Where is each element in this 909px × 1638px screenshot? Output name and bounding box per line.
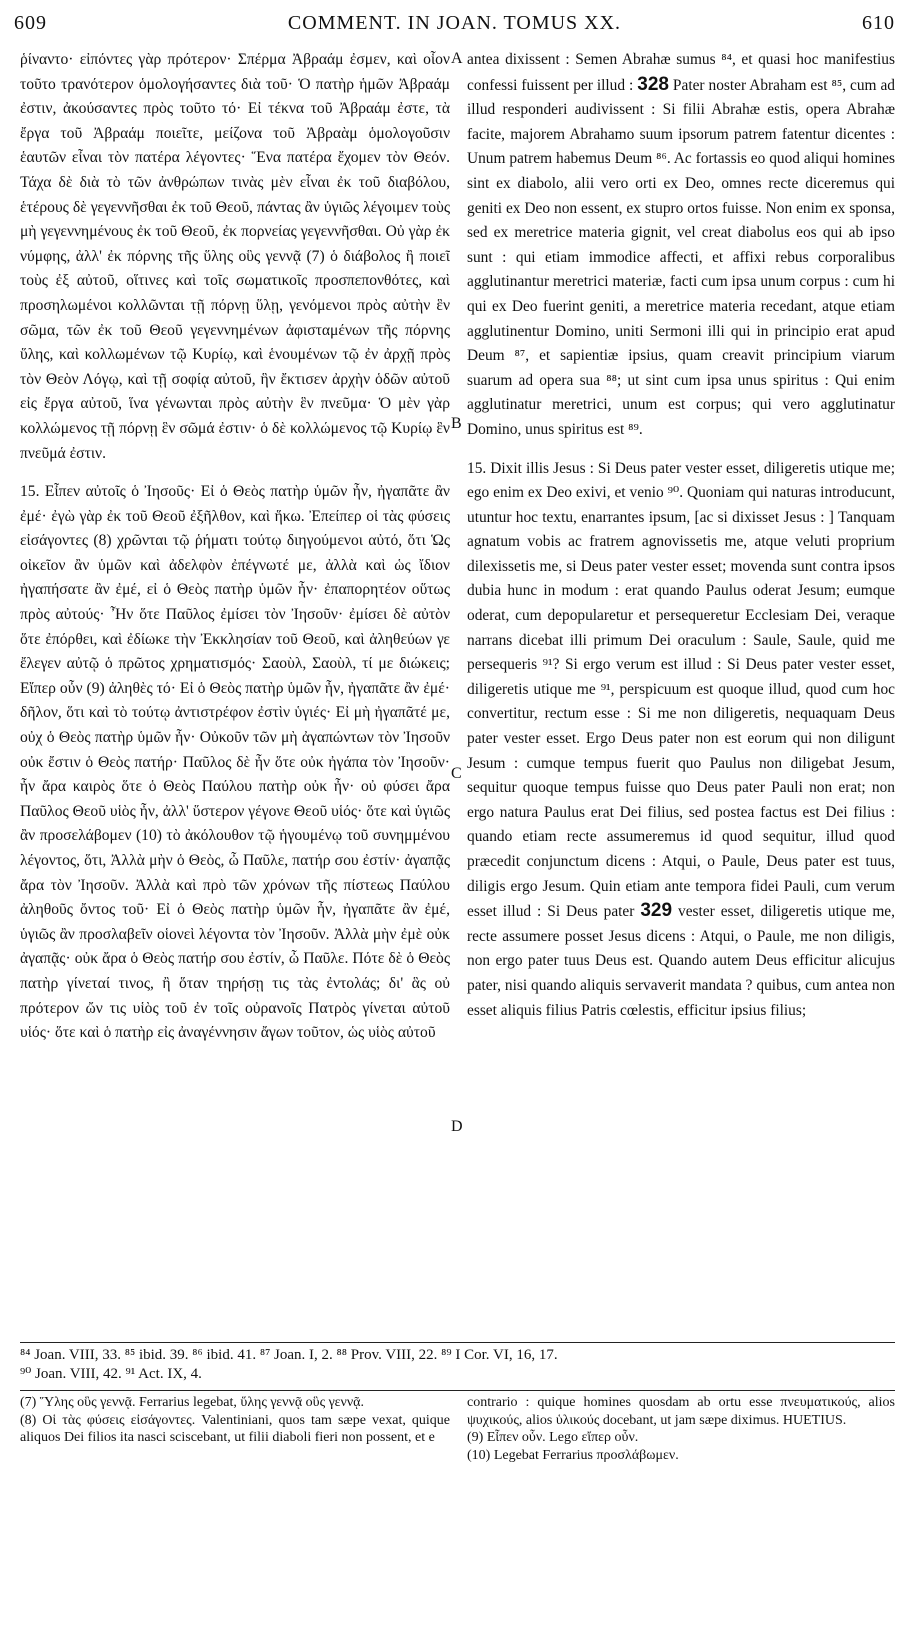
latin-paragraph-2 [467,457,895,1024]
margin-letter-b: B [451,415,462,432]
margin-letter-a: A [451,50,463,67]
latin-paragraph-1-start: antea dixissent : Semen Abrahæ sumus ⁸⁴, et quasi hoc manifestius confessi fuissent per illud : [467,51,895,94]
greek-paragraph-1: ῥίναντο· εἰπόντες γὰρ πρότερον· Σπέρμα Ἀβραάμ ἐσμεν, καὶ οἷον τοῦτο τρανότερον ὁμολογήσαντες διὰ τοῦ· Ὁ πατὴρ ἡμῶν Ἀβραάμ ἐστιν, ἀκούσαντες πρὸς τοῦτο τό· Εἰ τέκνα τοῦ Ἀβραάμ ἐστε, τὰ ἔργα τοῦ Ἀβραάμ ποιεῖτε, μείζονα τοῦ Ἀβραὰμ ὁμολογοῦσιν ἑαυτῶν εἶναι τὸν πατέρα λέγοντες· Ἕνα πατέρα ἔχομεν τὸν Θεόν. Τάχα δὲ διὰ τὸ τῶν ἀνθρώπων τινὰς μὲν εἶναι ἐκ τοῦ διαβόλου, ἑτέρους δὲ γεγεννῆσθαι ἐκ τοῦ Θεοῦ, πάντας ἂν ὑγιῶς λέγοιμεν τοὺς μὴ γεγεννημένους ἐκ τοῦ Θεοῦ, ἐκ πορνείας γεγεννῆσθαι. Οὐ γὰρ ἐκ νύμφης, ἀλλ' ἐκ πόρνης τῆς ὕλης οὓς γεννᾷ (7) ὁ διάβολος ἢ ποιεῖ τοὺς ἐξ αὐτοῦ, οἵτινες καὶ τοῖς σωματικοῖς προσπεπονθότες, καὶ προσηλωμένοι κολλῶνται τῇ πόρνῃ ὕλῃ, γενόμενοι πρὸς αὐτὴν ἓν σῶμα, τῶν ἐκ τοῦ Θεοῦ γεγεννημένων ἀφισταμένων τῆς πόρνης ὕλης, καὶ κολλωμένων τῷ Κυρίῳ, καὶ ἑνουμένων τῷ ἐν ἀρχῇ πρὸς τὸν Θεὸν Λόγῳ, καὶ τῇ σοφίᾳ αὐτοῦ, ἣν ἔκτισεν ἀρχὴν ὁδῶν αὐτοῦ εἰς ἔργα αὐτοῦ, ἵνα γένωνται πρὸς αὐτὴν ἓν πνεῦμα· Ὁ μὲν γὰρ κολλώμενος τῇ πόρνῃ ἓν σῶμά ἐστιν· ὁ δὲ κολλώμενος τῷ Κυρίῳ ἓν πνεῦμά ἐστιν. [20,51,450,462]
note-8: (8) Οἱ τὰς φύσεις εἰσάγοντες. Valentiniani, quos tam sæpe vexat, quique aliquos Dei filios ita nasci sciscebant, ut filii diaboli fieri non possent, et e [20,1412,450,1445]
note-9: (9) Εἶπεν οὖν. Lego εἴπερ οὖν. [467,1430,639,1445]
latin-paragraph-2-rest: vester esset, diligeretis utique me, recte assumere posset Jesus dicens : Atqui, o Paule, me non diligis, non ergo pater tuus Deus est. Quando autem Deus efficitur alicujus pater, nisi quando aliquis servaverit mandata ? quibus, cum antea non esset aliquis filius Patris cœlestis, efficitur ipsius filius; [467,903,895,1019]
greek-paragraph-2: 15. Εἶπεν αὐτοῖς ὁ Ἰησοῦς· Εἰ ὁ Θεὸς πατὴρ ὑμῶν ἦν, ἠγαπᾶτε ἂν ἐμέ· ἐγὼ γὰρ ἐκ τοῦ Θεοῦ ἐξῆλθον, καὶ ἥκω. Ἐπείπερ οἱ τὰς φύσεις εἰσάγοντες (8) χρῶνται τῷ ῥήματι τούτῳ διηγούμενοι αὐτό, ὅτι Ὡς οἰκεῖον ἂν ὑμῶν καὶ ἀδελφὸν ἐπέγνωτέ με, ἀλλὰ καὶ ὡς ἴδιον ἠγαπήσατε ἂν ἐμέ, εἰ ὁ Θεὸς πατὴρ ὑμῶν ἦν· ἐπαπορητέον οὕτως πρὸς αὐτούς· Ἦν ὅτε Παῦλος ἐμίσει τὸν Ἰησοῦν· ἐμίσει δὲ αὐτὸν ὅτε ἐπόρθει, καὶ ἐδίωκε τὴν Ἐκκλησίαν τοῦ Θεοῦ, καὶ ἀληθεύων γε ἔλεγεν αὐτῷ ὁ πρῶτος χρηματισμός· Σαοὺλ, Σαοὺλ, τί με διώκεις; Εἴπερ οὖν (9) ἀληθὲς τό· Εἰ ὁ Θεὸς πατὴρ ὑμῶν ἦν, ἠγαπᾶτε ἂν ἐμέ· δῆλον, ὅτι καὶ τὸ τούτῳ ἀντιστρέφον ἐστὶν ὑγιές· Εἰ μὴ ἠγαπᾶτέ με, οὐχ ὁ Θεὸς πατὴρ ὑμῶν ἦν· Οὐκοῦν τῶν μὴ ἀγαπώντων τὸν Ἰησοῦν οὐκ ἔστιν ὁ Θεὸς πατήρ· Παῦλος δὲ ἦν ὅτε οὐκ ἠγάπα τὸν Ἰησοῦν· ἦν ἄρα καιρὸς ὅτε ὁ Θεὸς Παύλου πατὴρ οὐκ ἦν· οὐ φύσει ἄρα Παῦλος Θεοῦ υἱὸς ἦν, ἀλλ' ὕστερον γέγονε Θεοῦ υἱός· ὅτε καὶ ὑγιῶς ἂν προσελάβομεν (10) τὸ ἀκόλουθον τῷ ἡγουμένῳ τοῦ συνημμένου λέγοντος, ὅτι, Ἀλλὰ μὴν ὁ Θεὸς, ὦ Παῦλε, πατήρ σου ἐστίν· ἀγαπᾷς ἄρα τὸν Ἰησοῦν. Ἀλλὰ καὶ πρὸ τῶν χρόνων τῆς πίστεως Παύλου ἀληθοῦς ὄντος τοῦ· Εἰ ὁ Θεὸς πατὴρ ὑμῶν ἦν, ἠγαπᾶτε ἂν ἐμέ, ὑγιῶς ἂν προσλαβεῖν οἱονεὶ λέγοντα τὸν Ἰησοῦν. Ἀλλὰ μὴν ἐμὲ οὐκ ἀγαπᾷς· οὐκ ἄρα ὁ Θεὸς πατήρ σου ἐστίν, ὦ Παῦλε. Πότε δὲ ὁ Θεὸς πατὴρ γίνεταί τινος, ἢ ὅταν τηρήσῃ τις τὰς ἐντολάς; δι' ἃς οὐ πρότερον ὤν τις υἱὸς τοῦ ἐν τοῖς οὐρανοῖς Πατρὸς γίνεται αὐτοῦ υἱός· ὅτε καὶ ὁ πατὴρ εἰς ἀναγέννησιν ἄγων τοῦτον, ὡς υἱὸς αὐτοῦ [20,483,450,1042]
reference-line-1: ⁸⁴ Joan. VIII, 33. ⁸⁵ ibid. 39. ⁸⁶ ibid. 41. ⁸⁷ Joan. I, 2. ⁸⁸ Prov. VIII, 22. ⁸⁹ I Cor. VI, 16, 17. [20,1347,558,1363]
running-title: COMMENT. IN JOAN. TOMUS XX. [287,12,622,34]
latin-paragraph-2-start: 15. Dixit illis Jesus : Si Deus pater vester esset, diligeretis utique me; ego enim ex Deo exivi, et venio ⁹⁰. Quoniam qui naturas introducunt, utuntur hoc textu, enarrantes ipsum, [ac si dixisset Jesus : ] Tanquam agnatum vobis ac fratrem agnovissetis me, atque veluti proprium dilexissetis me, si Deus pater vester esset; movenda sunt contra ipsos dubia hunc in modum : erat quando Paulus oderat Jesum; eumque oderat, cum depopularetur et persequeretur Ecclesiam Dei, veraque narrans dicebat illi primum Dei oraculum : Saule, Saule, quid me persequeris ⁹¹? Si ergo verum est illud : Si Deus pater vester esset, diligeretis utique me ⁹¹, perspicuum est quoque illud, quod cum hoc convertitur, rectum esse : Si me non diligeretis, nequaquam Deus pater vester esset. Ergo Deus pater non est eorum qui non diligunt Jesum : cumque tempus fuerit quo Paulus non diligebat Jesum, sequitur quoque tempus fuisse quo Deus pater Pauli non erat; non ergo natura Paulus erat Dei filius, sed postea factus est Dei filius : quando etiam recte assumeremus id quod sequitur, illud quod præcedit conjunctum dicens : Atqui, o Paule, Deus pater est tuus, diligis ergo Jesum. Quin etiam ante tempora fidei Pauli, cum verum esset illud : Si Deus pater [467,459,895,921]
column-number-328: 328 [637,73,669,95]
note-10: (10) Legebat Ferrarius προσλάβωμεν. [467,1447,679,1463]
page-header [14,12,895,42]
latin-paragraph-1-rest: Pater noster Abraham est ⁸⁵, cum ad illud responderi audivissent : Si filii Abrahæ estis, opera Abrahæ facite, majorem Abrahamo suum ipsorum patrem fatentur dicentes : Unum patrem habemus Deum ⁸⁶. Ac fortassis eo quod aliqui homines sint ex diabolo, alii vero orti ex Deo, omnes recte diceremus qui geniti ex Deo non essent, ex stupro ortos fuisse. Non enim ex sponsa, sed ex meretrice materia gignit, vel creat diabolus eos qui ab ipso sunt : qui etiam immodice affecti, et affixi rebus corporalibus agglutinantur meretrici materiæ, facti cum ipsa unum corpus : cum hi qui ex Deo fuerint geniti, a meretrice materia recedant, atque etiam agglutinentur Domino, uniti Sermoni illi qui in principio erat apud Deum ⁸⁷, et sapientiæ ipsius, quam creavit principium viarum suarum ad opera sua ⁸⁸; ut sint cum ipsa unus spiritus : Qui enim agglutinatur meretrici, unum est corpus; qui vero agglutinatur Domino, unus spiritus est ⁸⁹. [467,76,895,438]
footnote-divider [20,1342,895,1343]
margin-letter-d: D [451,1118,463,1135]
note-7: (7) Ὕλης οὓς γεννᾷ. Ferrarius legebat, ὕλης γεννᾷ οὓς γεννᾷ. [20,1395,364,1410]
column-number-329: 329 [640,900,673,922]
latin-paragraph-1 [467,48,895,443]
reference-line-2: ⁹⁰ Joan. VIII, 42. ⁹¹ Act. IX, 4. [20,1366,202,1382]
scripture-references [20,1346,895,1384]
notes-left-column [20,1394,450,1554]
note-8-continued: contrario : quique homines quosdam ab ortu esse πνευματικούς, alios ψυχικούς, alios ὑλικούς docebant, ut jam sæpe diximus. HUETIUS. [467,1395,895,1428]
left-page-number: 609 [14,12,47,34]
margin-letter-c: C [451,765,462,782]
notes-divider [20,1390,895,1391]
right-page-number: 610 [862,12,895,34]
notes-right-column [467,1394,895,1554]
